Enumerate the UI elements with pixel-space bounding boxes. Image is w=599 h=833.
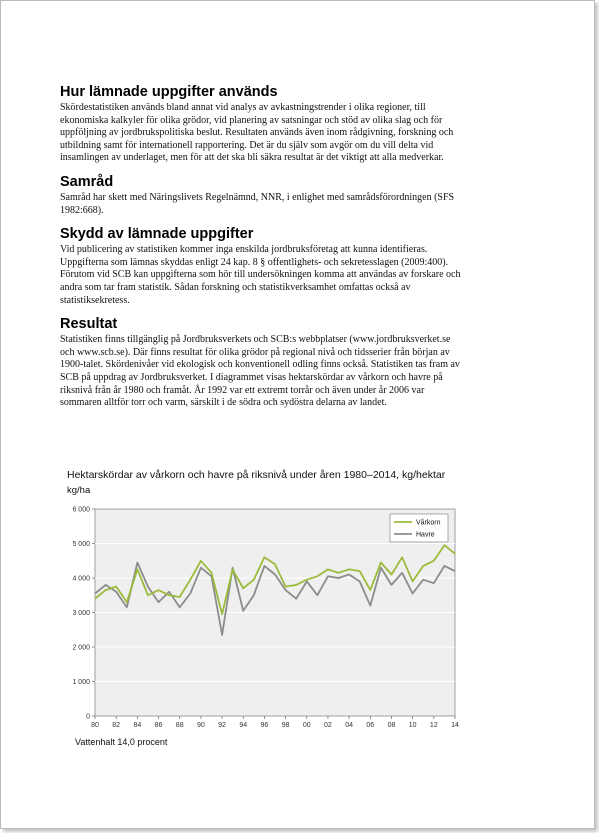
section-paragraph: Samråd har skett med Näringslivets Regelnämnd, NNR, i enlighet med samrådsförordningen (SFS 1982:668). [60, 191, 455, 216]
y-tick-label: 4 000 [72, 575, 90, 583]
section-heading: Samråd [60, 173, 114, 190]
section-paragraph: Statistiken finns tillgänglig på Jordbruksverkets och SCB:s webbplatser (www.jordbruksverket.se och www.scb.se). Där finns resultat för olika grödor på regional nivå och tidsserier från början av 1900-talet. Skördenivåer vid ekologisk och konventionell odling finns också. Statistiken tas fram av SCB på uppdrag av Jordbruksverket. I diagrammet visas hektarskördar av vårkorn och havre på riksnivå från år 1980 och framåt. År 1992 var ett extremt torrår och även under år 2006 var sommaren alltför torr och varm, särskilt i de södra och sydöstra delarna av landet. [60, 334, 460, 409]
x-tick-label: 96 [260, 722, 269, 729]
document-body [60, 83, 462, 418]
x-tick-label: 10 [408, 722, 417, 729]
x-tick-label: 84 [133, 722, 142, 729]
x-tick-label: 80 [91, 722, 99, 729]
x-tick-label: 14 [451, 722, 459, 729]
section-protection [60, 225, 462, 307]
x-tick-label: 98 [281, 722, 290, 729]
section-consultation [60, 173, 462, 217]
y-tick-label: 6 000 [72, 506, 90, 514]
section-usage [60, 83, 462, 165]
x-tick-label: 02 [324, 722, 332, 729]
y-tick-label: 2 000 [72, 644, 90, 652]
x-tick-label: 94 [239, 722, 248, 729]
x-tick-label: 82 [112, 722, 121, 729]
y-tick-label: 1 000 [72, 679, 90, 686]
legend-label: Vårkorn [416, 519, 441, 527]
x-tick-label: 04 [345, 722, 354, 729]
x-tick-label: 06 [366, 722, 375, 729]
section-heading: Resultat [60, 316, 118, 333]
section-heading: Hur lämnade uppgifter används [60, 84, 278, 100]
x-tick-label: 92 [218, 722, 226, 729]
section-heading: Skydd av lämnade uppgifter [60, 226, 254, 243]
legend-label: Havre [416, 531, 435, 539]
section-paragraph: Skördestatistiken används bland annat vid analys av avkastningstrender i olika regioner, till ekonomiska kalkyler för olika grödor, vid planering av satsningar och stöd av olika slag och för uppföljning av jordbrukspolitiska beslut. Resultaten används även inom rådgivning, forskning och utbildning samt för internationell rapportering. Det är du själv som avgör om du vill delta vid insamlingen av underlaget, men för att det ska bli säkra resultat är det viktigt att alla medverkar. [60, 102, 454, 164]
section-results [60, 315, 462, 410]
y-tick-label: 0 [86, 713, 90, 721]
section-paragraph: Vid publicering av statistiken kommer inga enskilda jordbruksföretag att kunna identifieras. Uppgifterna som lämnas skyddas enligt 24 kap. 8 § offentlighets- och sekretesslagen (2009:400). Förutom vid SCB kan uppgifterna som hör till undersökningen komma att användas av forskare och andra som tar fram statistik. Sådan forskning och statistikverksamhet omfattas också av statistiksekretess. [60, 244, 461, 306]
chart-footnote: Vattenhalt 14,0 procent [75, 737, 168, 747]
chart-title: Hektarskördar av vårkorn och havre på riksnivå under åren 1980–2014, kg/hektar [67, 469, 446, 481]
yield-line-chart [60, 500, 470, 732]
x-tick-label: 12 [429, 722, 438, 729]
x-tick-label: 00 [302, 722, 311, 729]
x-tick-label: 90 [196, 722, 205, 729]
x-tick-label: 88 [175, 722, 184, 729]
chart-unit-label: kg/ha [67, 485, 91, 496]
x-tick-label: 08 [387, 722, 396, 729]
x-tick-label: 86 [154, 722, 163, 729]
y-tick-label: 5 000 [72, 541, 90, 548]
y-tick-label: 3 000 [72, 610, 90, 617]
